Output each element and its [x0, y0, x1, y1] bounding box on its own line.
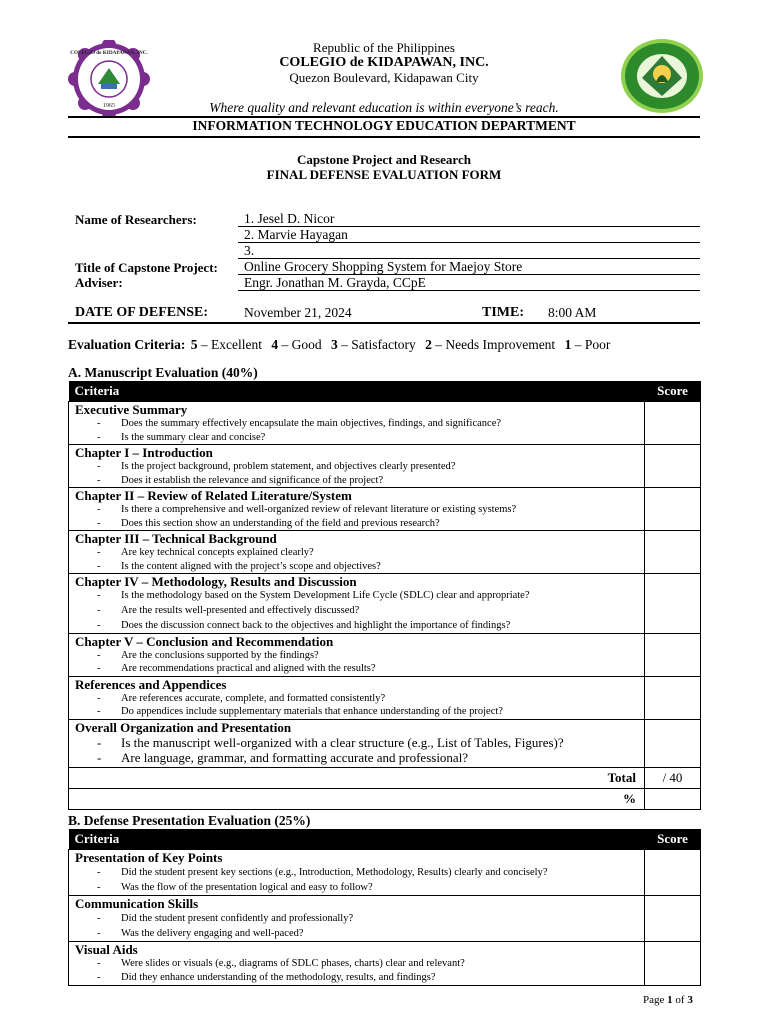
col-score: Score [645, 829, 701, 850]
adviser-value: Engr. Jonathan M. Grayda, CCpE [238, 275, 700, 291]
criteria-cell: References and Appendices - Are references accurate, complete, and formatted consistently? - Do appendices include supplementary materials that enhance understanding of the project? [69, 676, 645, 719]
page-footer [643, 994, 693, 1006]
criteria-row [69, 574, 701, 634]
criteria-cell: Overall Organization and Presentation - Is the manuscript well-organized with a clear structure (e.g., List of Tables, Figures)? - Are language, grammar, and formatting accurate and professional? [69, 719, 645, 767]
header-republic: Republic of the Philippines [313, 40, 455, 55]
criteria-row [69, 850, 701, 896]
criteria-title: References and Appendices [75, 676, 227, 692]
total-row [69, 767, 701, 788]
section-b-heading: B. Defense Presentation Evaluation (25%) [68, 813, 311, 828]
criteria-cell: Chapter II – Review of Related Literature/System - Is there a comprehensive and well-organized review of relevant literature or existing systems? - Does this section show an understanding of the field and previous research? [69, 488, 645, 531]
criteria-title: Executive Summary [75, 402, 188, 417]
adviser-label: Adviser: [75, 275, 123, 290]
criteria-question: Are recommendations practical and aligned with the results? [121, 663, 376, 674]
criteria-question: Were slides or visuals (e.g., diagrams of SDLC phases, charts) clear and relevant? [121, 958, 465, 969]
criteria-question: Is the summary clear and concise? [121, 431, 266, 443]
manuscript-evaluation-table [68, 381, 701, 810]
seal-year: 1965 [103, 103, 115, 109]
criteria-question: Are references accurate, complete, and formatted consistently? [121, 692, 386, 704]
criteria-title: Presentation of Key Points [75, 850, 223, 865]
researcher-3: 3. [238, 243, 700, 259]
criteria-question: Is the content aligned with the project’s scope and objectives? [121, 560, 381, 572]
criteria-title: Chapter IV – Methodology, Results and Discussion [75, 574, 357, 589]
criteria-question: Is the methodology based on the System Development Life Cycle (SDLC) clear and appropriate? [121, 590, 530, 601]
criteria-question: Does it establish the relevance and significance of the project? [121, 474, 384, 486]
legend-text: – Satisfactory [337, 337, 416, 352]
criteria-question: Does this section show an understanding of the field and previous research? [121, 517, 440, 529]
researcher-1: 1. Jesel D. Nicor [238, 211, 700, 227]
criteria-row [69, 676, 701, 719]
score-cell[interactable] [645, 850, 701, 896]
section-a-heading: A. Manuscript Evaluation (40%) [68, 365, 258, 380]
header-address: Quezon Boulevard, Kidapawan City [289, 70, 479, 85]
criteria-cell: Communication Skills - Did the student present confidently and professionally? - Was the delivery engaging and well-paced? [69, 896, 645, 942]
criteria-question: Is the manuscript well-organized with a clear structure (e.g., List of Tables, Figures)? [121, 734, 564, 750]
percent-score-cell[interactable] [645, 788, 701, 809]
col-criteria: Criteria [69, 381, 645, 402]
criteria-title: Visual Aids [75, 942, 138, 957]
criteria-question: Does the summary effectively encapsulate the main objectives, findings, and significance? [121, 418, 502, 429]
col-criteria: Criteria [69, 829, 645, 850]
page-total: 3 [687, 994, 693, 1006]
legend-num: 1 [564, 337, 572, 352]
criteria-row [69, 445, 701, 488]
form-title-1: Capstone Project and Research [297, 152, 471, 167]
project-title-value: Online Grocery Shopping System for Maejoy Store [238, 259, 700, 275]
criteria-cell: Chapter I – Introduction - Is the project background, problem statement, and objectives clearly presented? - Does it establish the relevance and significance of the project? [69, 445, 645, 488]
criteria-question: Does the discussion connect back to the objectives and highlight the importance of findings? [121, 619, 511, 631]
criteria-cell: Executive Summary - Does the summary effectively encapsulate the main objectives, findings, and significance? - Is the summary clear and concise? [69, 402, 645, 445]
score-cell[interactable] [645, 574, 701, 634]
criteria-cell: Presentation of Key Points - Did the student present key sections (e.g., Introduction, Methodology, Results) clearly and concisely? - Was the flow of the presentation logical and easy to follow? [69, 850, 645, 896]
score-cell[interactable] [645, 719, 701, 767]
score-cell[interactable] [645, 942, 701, 986]
criteria-cell: Visual Aids - Were slides or visuals (e.g., diagrams of SDLC phases, charts) clear and relevant? - Did they enhance understanding of the methodology, results, and findings? [69, 942, 645, 986]
criteria-row [69, 531, 701, 574]
total-label: Total [69, 767, 645, 788]
header-tagline: Where quality and relevant education is within everyone’s reach. [209, 100, 559, 115]
total-score-cell[interactable]: / 40 [645, 767, 701, 788]
of-word: of [675, 994, 685, 1006]
legend-num: 4 [271, 337, 279, 352]
evaluation-criteria-legend [68, 337, 610, 353]
info-rule [68, 322, 700, 324]
criteria-question: Is there a comprehensive and well-organized review of relevant literature or existing systems? [121, 504, 517, 515]
criteria-question: Do appendices include supplementary materials that enhance understanding of the project? [121, 706, 503, 717]
legend-num: 5 [190, 337, 198, 352]
criteria-question: Did the student present key sections (e.g., Introduction, Methodology, Results) clearly and concisely? [121, 867, 548, 878]
criteria-question: Are the conclusions supported by the findings? [121, 649, 319, 661]
legend-num: 2 [425, 337, 432, 352]
legend-label: Evaluation Criteria: [68, 337, 186, 352]
criteria-cell: Chapter III – Technical Background - Are key technical concepts explained clearly? - Is the content aligned with the project’s scope and objectives? [69, 531, 645, 574]
criteria-row [69, 942, 701, 986]
header-school-name: COLEGIO de KIDAPAWAN, INC. [279, 55, 489, 70]
col-score: Score [645, 381, 701, 402]
criteria-title: Chapter V – Conclusion and Recommendation [75, 633, 334, 649]
project-title-label: Title of Capstone Project: [75, 260, 218, 275]
form-title-2: FINAL DEFENSE EVALUATION FORM [266, 167, 502, 182]
criteria-question: Did the student present confidently and professionally? [121, 913, 354, 924]
criteria-title: Chapter II – Review of Related Literature/System [75, 488, 352, 503]
percent-label: % [69, 788, 645, 809]
criteria-row [69, 719, 701, 767]
criteria-row [69, 488, 701, 531]
score-cell[interactable] [645, 676, 701, 719]
page-number: 1 [667, 994, 673, 1006]
criteria-title: Communication Skills [75, 896, 199, 911]
department-title: INFORMATION TECHNOLOGY EDUCATION DEPARTMENT [192, 118, 576, 133]
header-rule-bottom [68, 136, 700, 138]
date-label: DATE OF DEFENSE: [75, 305, 209, 320]
date-value: November 21, 2024 [244, 305, 352, 320]
criteria-title: Chapter III – Technical Background [75, 531, 277, 546]
criteria-question: Are language, grammar, and formatting accurate and professional? [121, 749, 469, 765]
seal-text: COLEGIO de KIDAPAWAN, INC. [70, 50, 148, 56]
criteria-question: Was the flow of the presentation logical and easy to follow? [121, 882, 373, 893]
score-cell[interactable] [645, 402, 701, 445]
legend-text: – Excellent [197, 337, 262, 352]
criteria-cell: Chapter V – Conclusion and Recommendation - Are the conclusions supported by the findings? - Are recommendations practical and aligned with the results? [69, 633, 645, 676]
criteria-question: Was the delivery engaging and well-paced? [121, 928, 304, 939]
criteria-title: Chapter I – Introduction [75, 445, 213, 460]
score-cell[interactable] [645, 531, 701, 574]
legend-text: – Poor [571, 337, 611, 352]
page-word: Page [643, 994, 665, 1006]
researcher-2: 2. Marvie Hayagan [238, 227, 700, 243]
criteria-question: Did they enhance understanding of the methodology, results, and findings? [121, 971, 436, 983]
criteria-cell: Chapter IV – Methodology, Results and Discussion - Is the methodology based on the System Development Life Cycle (SDLC) clear and appropriate? - Are the results well-presented and effectively discussed? - Does the discussion connect back to the objectives and highlight the importance of findings? [69, 574, 645, 634]
criteria-question: Are the results well-presented and effectively discussed? [121, 604, 360, 616]
percent-row [69, 788, 701, 809]
criteria-row [69, 633, 701, 676]
time-value: 8:00 AM [548, 305, 597, 320]
score-cell[interactable] [645, 896, 701, 942]
criteria-question: Is the project background, problem statement, and objectives clearly presented? [121, 461, 456, 472]
defense-presentation-table [68, 829, 701, 986]
researchers-label: Name of Researchers: [75, 212, 197, 227]
time-label: TIME: [482, 305, 524, 320]
legend-text: – Needs Improvement [431, 337, 556, 352]
legend-num: 3 [330, 337, 338, 352]
score-cell[interactable] [645, 488, 701, 531]
criteria-row [69, 896, 701, 942]
criteria-title: Overall Organization and Presentation [75, 719, 292, 735]
score-cell[interactable] [645, 633, 701, 676]
criteria-question: Are key technical concepts explained clearly? [121, 547, 314, 558]
legend-text: – Good [278, 337, 322, 352]
criteria-row [69, 402, 701, 445]
score-cell[interactable] [645, 445, 701, 488]
